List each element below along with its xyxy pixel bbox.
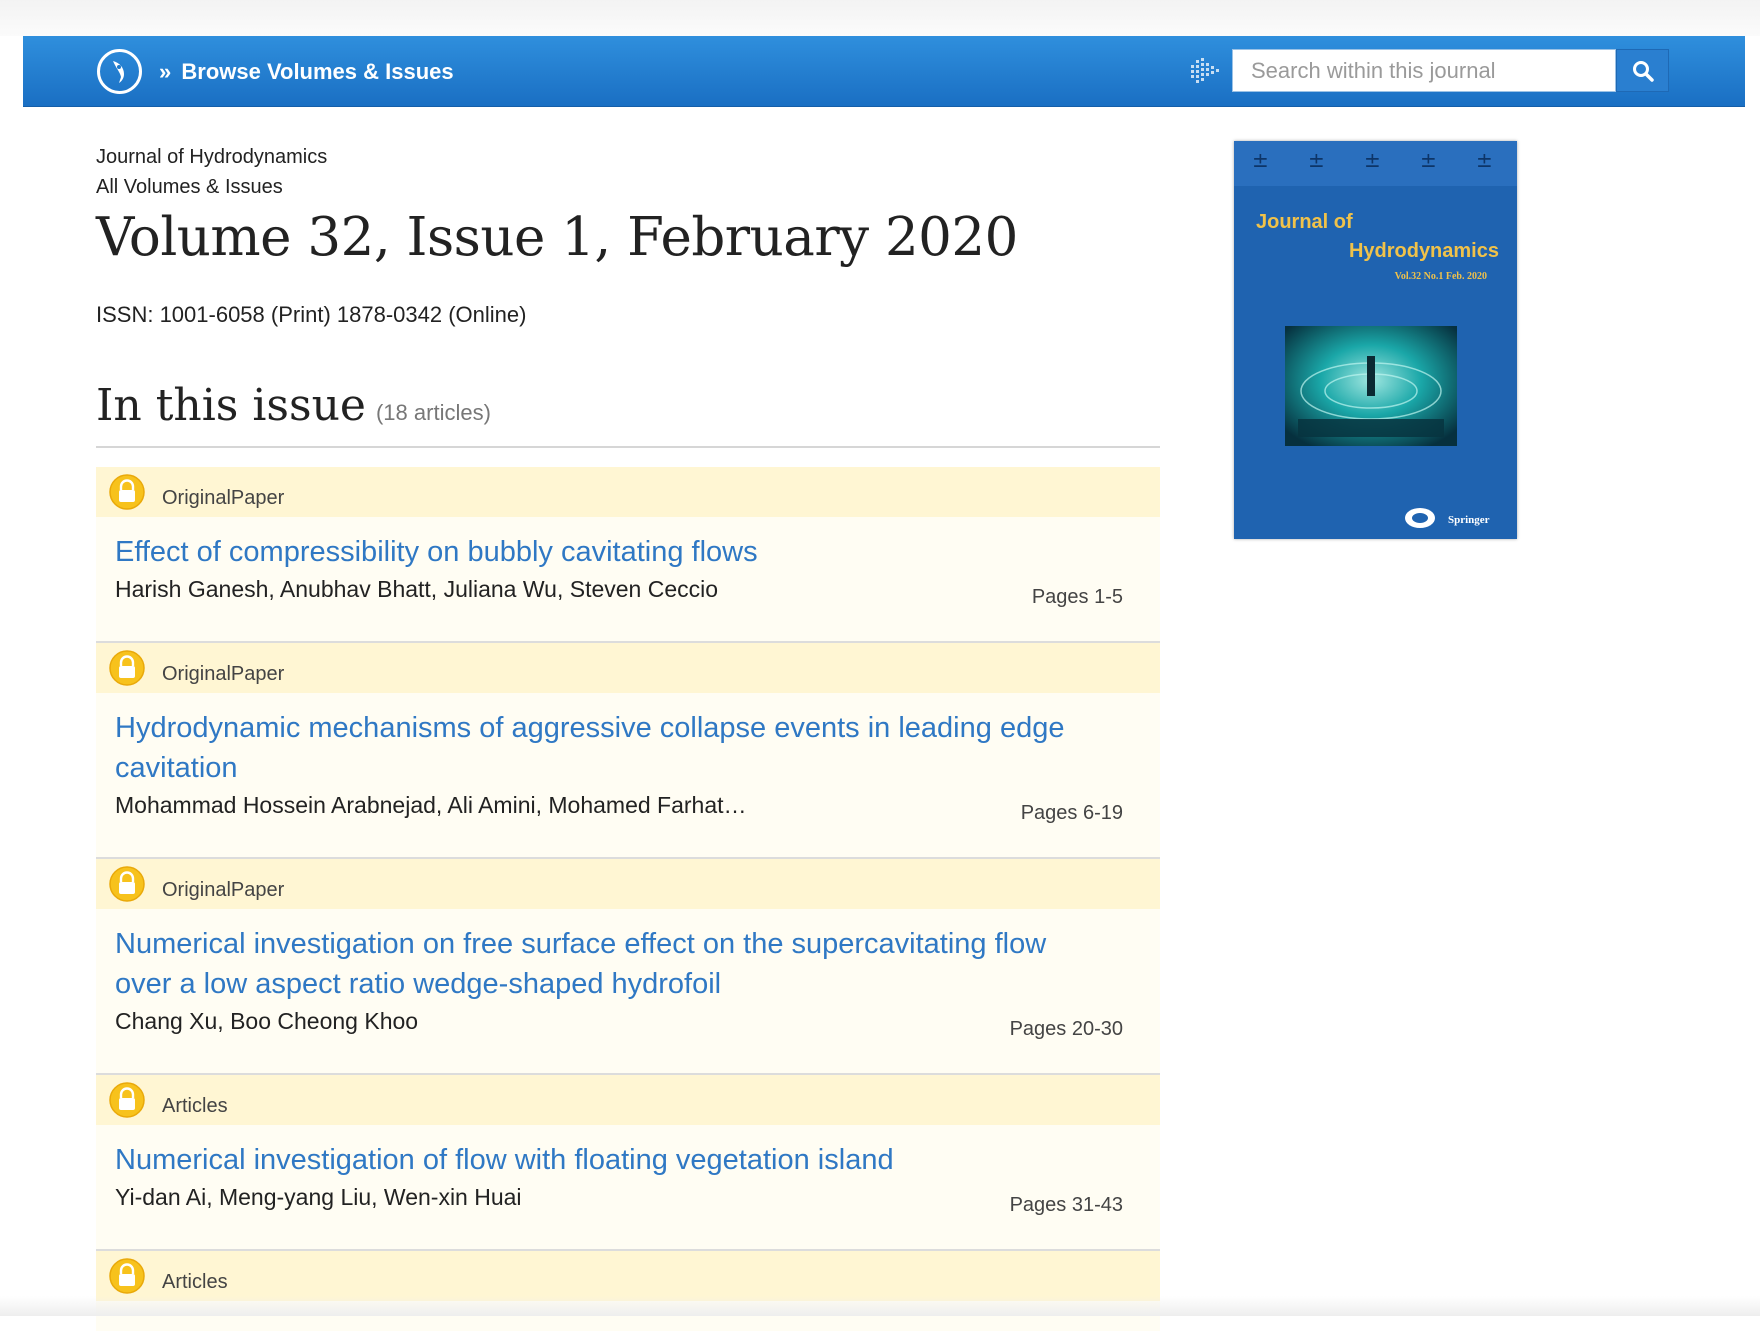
- lock-icon: [108, 1081, 146, 1119]
- cover-title-line1: Journal of: [1256, 211, 1353, 233]
- lock-icon: [108, 865, 146, 903]
- article-header: [96, 643, 1160, 693]
- article-title-link[interactable]: Numerical investigation of flow with floating vegetation island: [115, 1144, 894, 1176]
- svg-text:±: ±: [1364, 148, 1381, 172]
- article-list: [96, 467, 1160, 1331]
- svg-text:±: ±: [1476, 148, 1493, 172]
- article-body: [96, 1125, 1160, 1213]
- search-icon: [1631, 59, 1655, 83]
- lock-icon: [108, 649, 146, 687]
- section-title: In this issue: [96, 380, 366, 431]
- article-type: OriginalPaper: [162, 487, 285, 509]
- article-title-link[interactable]: Hydrodynamic mechanisms of aggressive collapse events in leading edge cavitation: [115, 712, 1065, 784]
- article-body: [96, 693, 1160, 821]
- lock-icon: [108, 473, 146, 511]
- cover-publisher: Springer: [1448, 514, 1490, 526]
- article-item: [96, 1075, 1160, 1251]
- article-header: [96, 859, 1160, 909]
- article-body: [96, 909, 1160, 1037]
- article-type: Articles: [162, 1271, 228, 1293]
- article-type: Articles: [162, 1095, 228, 1117]
- svg-text:±: ±: [1420, 148, 1437, 172]
- search-input[interactable]: [1232, 49, 1616, 92]
- article-authors: Mohammad Hossein Arabnejad, Ali Amini, Mohamed Farhat…: [115, 792, 747, 818]
- top-navbar: [23, 36, 1745, 107]
- article-header: [96, 467, 1160, 517]
- dots-grid-icon: [1189, 56, 1221, 86]
- cover-title-line2: Hydrodynamics: [1348, 240, 1499, 262]
- journal-cover-image[interactable]: [1234, 141, 1517, 539]
- breadcrumb-all-issues-link[interactable]: All Volumes & Issues: [96, 176, 283, 198]
- article-body: [96, 517, 1160, 605]
- article-pages: Pages 6-19: [1020, 802, 1123, 824]
- article-pages: Pages 31-43: [1009, 1194, 1123, 1216]
- article-type: OriginalPaper: [162, 879, 285, 901]
- page-title: Volume 32, Issue 1, February 2020: [96, 207, 1018, 268]
- article-item: [96, 859, 1160, 1075]
- springer-logo-icon[interactable]: [96, 48, 143, 95]
- bottom-fade: [0, 1296, 1760, 1316]
- section-title-wrap: [96, 380, 491, 431]
- article-pages: Pages 20-30: [1009, 1018, 1123, 1040]
- article-type: OriginalPaper: [162, 663, 285, 685]
- article-header: [96, 1075, 1160, 1125]
- svg-text:±: ±: [1252, 148, 1269, 172]
- svg-text:±: ±: [1308, 148, 1325, 172]
- top-background: [0, 0, 1760, 36]
- article-title-link[interactable]: Numerical investigation on free surface effect on the supercavitating flow over a low aspect ratio wedge-shaped hydrofoil: [115, 928, 1047, 1000]
- article-header: [96, 1251, 1160, 1301]
- lock-icon: [108, 1257, 146, 1295]
- search-button[interactable]: [1616, 49, 1669, 92]
- article-item: [96, 643, 1160, 859]
- article-title-link[interactable]: Effect of compressibility on bubbly cavitating flows: [115, 536, 758, 568]
- article-authors: Chang Xu, Boo Cheong Khoo: [115, 1008, 419, 1034]
- issn-text: ISSN: 1001-6058 (Print) 1878-0342 (Online): [96, 302, 527, 327]
- browse-volumes-link[interactable]: [159, 36, 454, 107]
- article-count: (18 articles): [375, 400, 491, 425]
- article-authors: Harish Ganesh, Anubhav Bhatt, Juliana Wu, Steven Ceccio: [115, 576, 719, 602]
- article-item: [96, 467, 1160, 643]
- cover-issue-line: Vol.32 No.1 Feb. 2020: [1394, 271, 1487, 282]
- article-item: [96, 1251, 1160, 1331]
- breadcrumb-journal-link[interactable]: Journal of Hydrodynamics: [96, 146, 328, 168]
- browse-label: Browse Volumes & Issues: [181, 59, 454, 84]
- article-authors: Yi-dan Ai, Meng-yang Liu, Wen-xin Huai: [115, 1184, 522, 1210]
- article-pages: Pages 1-5: [1031, 586, 1123, 608]
- breadcrumb: [96, 142, 327, 202]
- in-this-issue-header: [96, 380, 1160, 448]
- browse-prefix: »: [159, 59, 172, 84]
